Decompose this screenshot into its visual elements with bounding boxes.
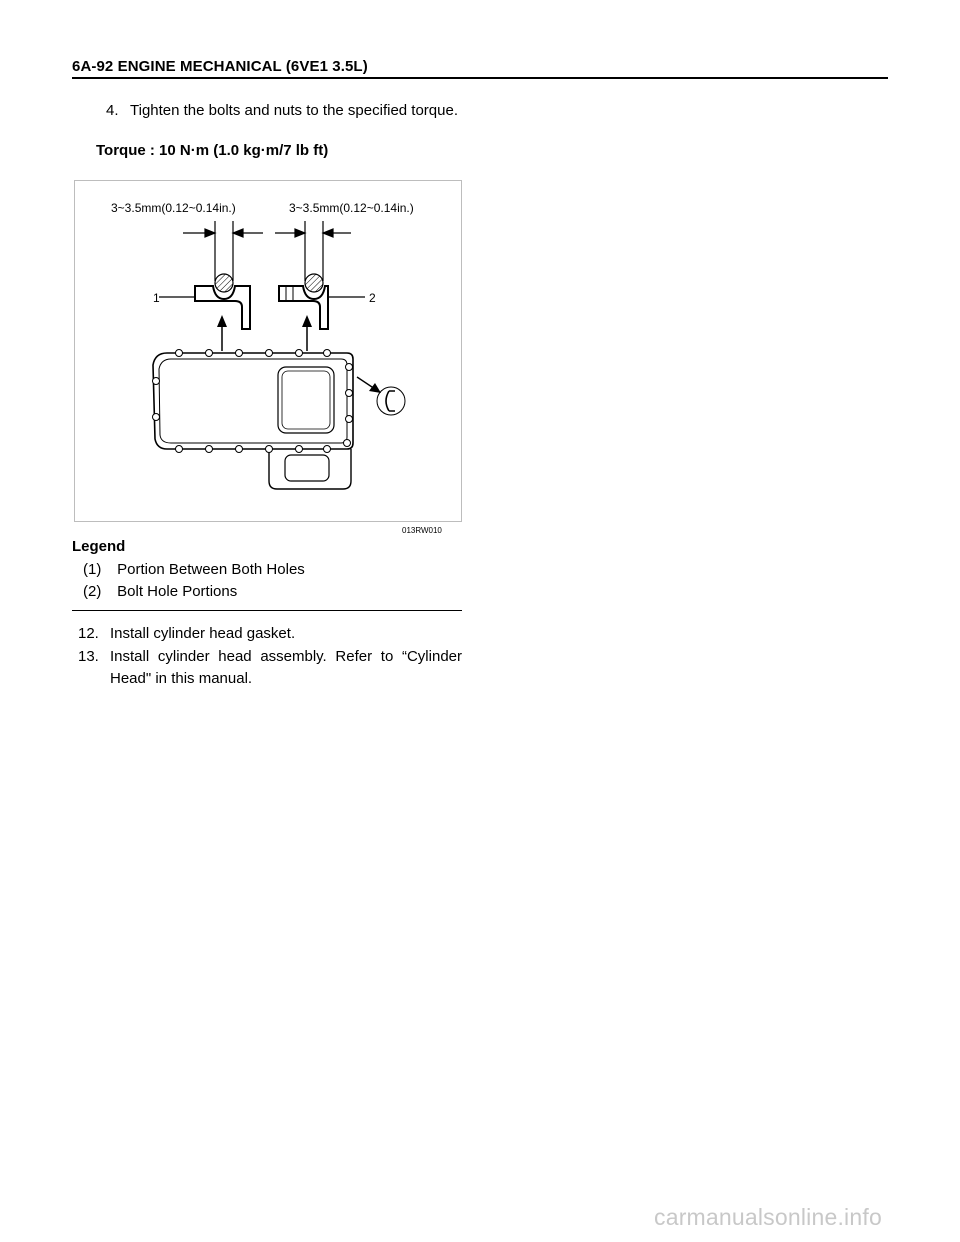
detail-bead xyxy=(386,391,395,411)
dimension-arrows-right xyxy=(275,221,351,281)
callout-1: 1 xyxy=(153,291,160,305)
step-12 xyxy=(78,623,462,645)
page-header xyxy=(72,58,888,79)
legend-title: Legend xyxy=(72,538,126,555)
watermark: carmanualsonline.info xyxy=(654,1204,882,1230)
legend-item xyxy=(83,561,305,578)
page-title: 6A-92 ENGINE MECHANICAL (6VE1 3.5L) xyxy=(72,58,368,75)
arrow-up-right-head xyxy=(302,315,312,327)
dim-label-right: 3~3.5mm(0.12~0.14in.) xyxy=(289,201,414,215)
step-text: Install cylinder head gasket. xyxy=(110,625,296,642)
dim-label-left: 3~3.5mm(0.12~0.14in.) xyxy=(111,201,236,215)
step-number: 4. xyxy=(106,102,119,119)
step-number: 12. xyxy=(78,625,99,642)
sealant-bead-left xyxy=(215,274,233,292)
section-divider xyxy=(72,610,462,611)
step-13 xyxy=(78,646,462,690)
figure-code: 013RW010 xyxy=(402,526,442,535)
step-number: 13. xyxy=(78,648,99,665)
sealant-bead-right xyxy=(305,274,323,292)
legend-label: Bolt Hole Portions xyxy=(117,583,238,600)
oil-pan-sealant-figure xyxy=(74,180,462,522)
arrow-up-left-head xyxy=(217,315,227,327)
step-text: Tighten the bolts and nuts to the specified torque. xyxy=(130,102,458,119)
legend-number: (2) xyxy=(83,583,102,600)
oil-pan-outline xyxy=(153,353,353,489)
oil-pan-diagram xyxy=(75,181,461,521)
step-text: Install cylinder head assembly. Refer to “Cylinder Head" in this manual. xyxy=(110,648,462,687)
detail-arrow-head xyxy=(369,383,381,393)
legend-label: Portion Between Both Holes xyxy=(117,561,305,578)
legend-number: (1) xyxy=(83,561,102,578)
legend-item xyxy=(83,583,237,600)
dimension-arrows-left xyxy=(183,221,263,281)
torque-spec: Torque : 10 N·m (1.0 kg·m/7 lb ft) xyxy=(96,142,329,159)
step-4 xyxy=(106,100,462,121)
bolt-holes xyxy=(153,350,353,453)
callout-2: 2 xyxy=(369,291,376,305)
